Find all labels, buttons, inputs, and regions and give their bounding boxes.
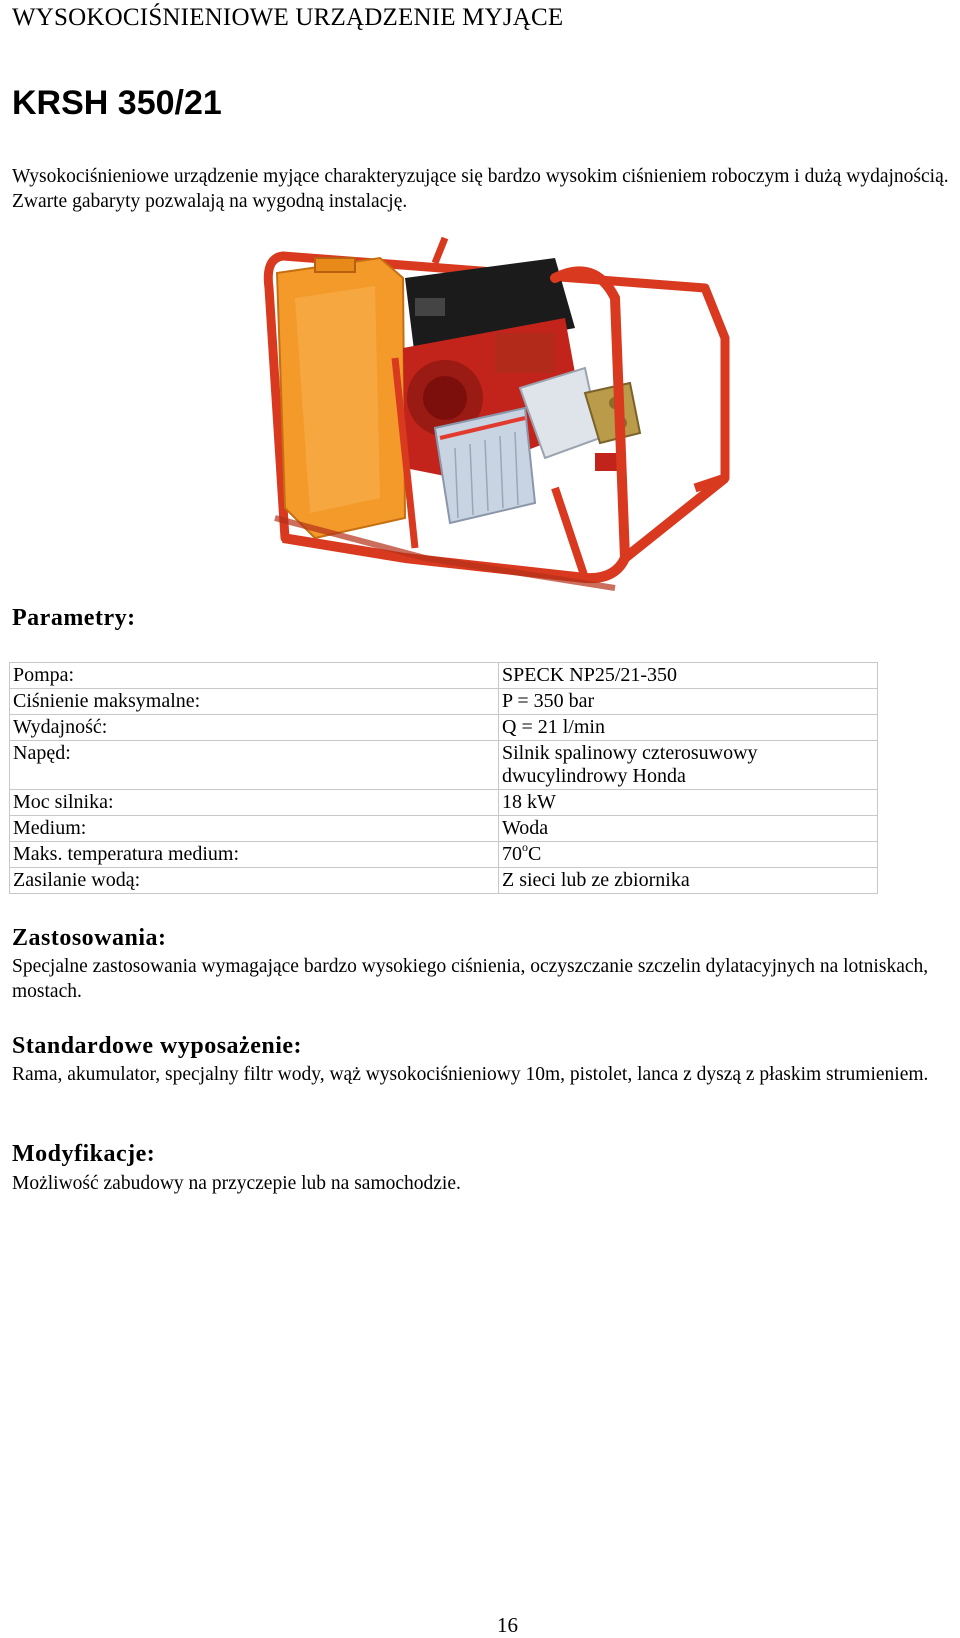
param-label: Ciśnienie maksymalne:: [10, 689, 499, 715]
param-label: Zasilanie wodą:: [10, 868, 499, 894]
equipment-heading: Standardowe wyposażenie:: [12, 1033, 303, 1059]
param-value: SPECK NP25/21-350: [499, 663, 878, 689]
table-row: [10, 663, 878, 689]
table-row: [10, 842, 878, 868]
table-row: [10, 715, 878, 741]
modifications-heading: Modyfikacje:: [12, 1141, 156, 1167]
table-row: [10, 741, 878, 790]
param-value: 18 kW: [499, 790, 878, 816]
parameters-table: [9, 662, 878, 894]
param-value: [499, 842, 878, 868]
param-value: Silnik spalinowy czterosuwowy dwucylindrowy Honda: [499, 741, 878, 790]
product-title: KRSH 350/21: [12, 84, 222, 122]
pressure-washer-photo: [255, 218, 765, 633]
modifications-text: Możliwość zabudowy na przyczepie lub na samochodzie.: [12, 1173, 461, 1194]
table-row: [10, 689, 878, 715]
product-description: Wysokociśnieniowe urządzenie myjące charakteryzujące się bardzo wysokim ciśnieniem roboczym i dużą wydajnością. Zwarte gabaryty pozwalają na wygodną instalację.: [12, 166, 949, 212]
param-label: Wydajność:: [10, 715, 499, 741]
page-header: WYSOKOCIŚNIENIOWE URZĄDZENIE MYJĄCE: [12, 4, 564, 31]
applications-text: Specjalne zastosowania wymagające bardzo wysokiego ciśnienia, oczyszczanie szczelin dylatacyjnych na lotniskach, mostach.: [12, 956, 929, 1002]
degree-sup: o: [522, 840, 528, 855]
temperature-unit: C: [528, 843, 542, 865]
temperature-number: 70: [502, 843, 522, 865]
table-row: [10, 816, 878, 842]
param-label: Pompa:: [10, 663, 499, 689]
equipment-text: Rama, akumulator, specjalny filtr wody, wąż wysokociśnieniowy 10m, pistolet, lanca z dyszą z płaskim strumieniem.: [12, 1064, 929, 1085]
page-number: 16: [497, 1613, 518, 1637]
parameters-heading: Parametry:: [12, 605, 136, 631]
param-label: Moc silnika:: [10, 790, 499, 816]
param-value: Z sieci lub ze zbiornika: [499, 868, 878, 894]
table-row: [10, 790, 878, 816]
param-label: Maks. temperatura medium:: [10, 842, 499, 868]
param-value: Woda: [499, 816, 878, 842]
param-value: Q = 21 l/min: [499, 715, 878, 741]
param-label: Medium:: [10, 816, 499, 842]
applications-heading: Zastosowania:: [12, 925, 167, 951]
table-row: [10, 868, 878, 894]
param-value: P = 350 bar: [499, 689, 878, 715]
param-label: Napęd:: [10, 741, 499, 790]
